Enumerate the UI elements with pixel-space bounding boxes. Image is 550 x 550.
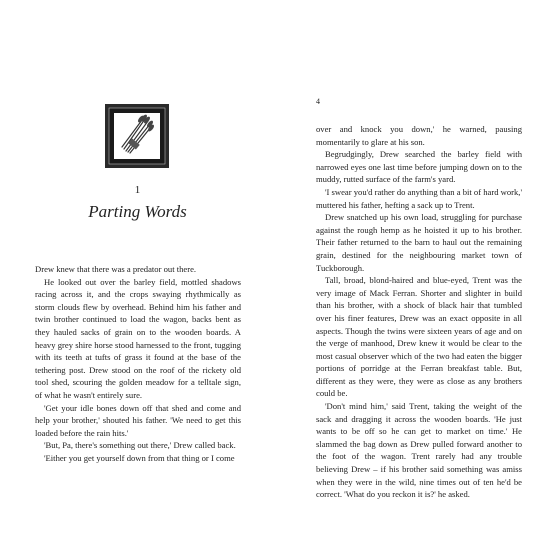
right-body-text <box>316 123 522 501</box>
paragraph: He looked out over the barley field, mottled shadows racing across it, and the crops swaying rhythmically as storm clouds flew by overhead. Behind him his father and twin brother continued to load the wagon, backs bent as they hauled sacks of grain on to the wooden boards. A heavy grey shire horse stood harnessed to the front, tugging with its teeth at tufts of grass it found at the base of the tethering post. Drew stood on the roof of the rickety old tool shed, scouring the golden meadow for a telltale sign, of what he wasn't entirely sure. <box>35 276 241 400</box>
chapter-number: 1 <box>134 184 141 196</box>
chapter-title: Parting Words <box>88 202 187 221</box>
paragraph: 'But, Pa, there's something out there,' Drew called back. <box>44 440 236 451</box>
page-number: 4 <box>316 97 320 106</box>
paragraph: Drew knew that there was a predator out there. <box>35 264 197 274</box>
paragraph: over and knock you down,' he warned, pausing momentarily to glare at his son. <box>316 124 522 147</box>
paragraph: 'Get your idle bones down off that shed and come and help your brother,' shouted his father. 'We need to get this loaded before the rain hits.' <box>35 402 241 438</box>
wheat-sheaf-emblem-icon <box>104 103 170 169</box>
left-body-text <box>35 263 241 465</box>
paragraph: Drew snatched up his own load, struggling for purchase against the rough hemp as he hoisted it up to his brother. Their father returned to the barn to haul out the remaining grain, destined for the neighbouring market town of Tuckborough. <box>316 212 522 273</box>
paragraph: 'Don't mind him,' said Trent, taking the weight of the sack and dragging it across the wooden boards. 'He just wants to be off so he can get to market on time.' He slammed the bag down as Drew pulled forward another to the foot of the wagon. Trent rarely had any trouble believing Drew – if his brother said something was amiss when they were in the wild, nine times out of ten he'd be correct. 'What do you reckon it is?' he asked. <box>316 401 522 500</box>
paragraph: Tall, broad, blond-haired and blue-eyed, Trent was the very image of Mack Ferran. Shorter and slighter in build than his brother, with a shock of black hair that tumbled over his finer features, Drew was an exact opposite in all aspects. Though the twins were sixteen years of age and on the verge of manhood, Drew knew it would be clear to the most casual observer which of the two had eaten the bigger portions of porridge at the Ferran breakfast table. But, different as they were, they were as close as any brothers could be. <box>316 275 522 399</box>
paragraph: 'Either you get yourself down from that thing or I come <box>44 452 235 463</box>
paragraph: 'I swear you'd rather do anything than a bit of hard work,' muttered his father, hefting a sack up to Trent. <box>316 186 522 210</box>
paragraph: Begrudgingly, Drew searched the barley field with narrowed eyes one last time before jumping down on to the muddy, rutted surface of the farm's yard. <box>316 149 522 185</box>
